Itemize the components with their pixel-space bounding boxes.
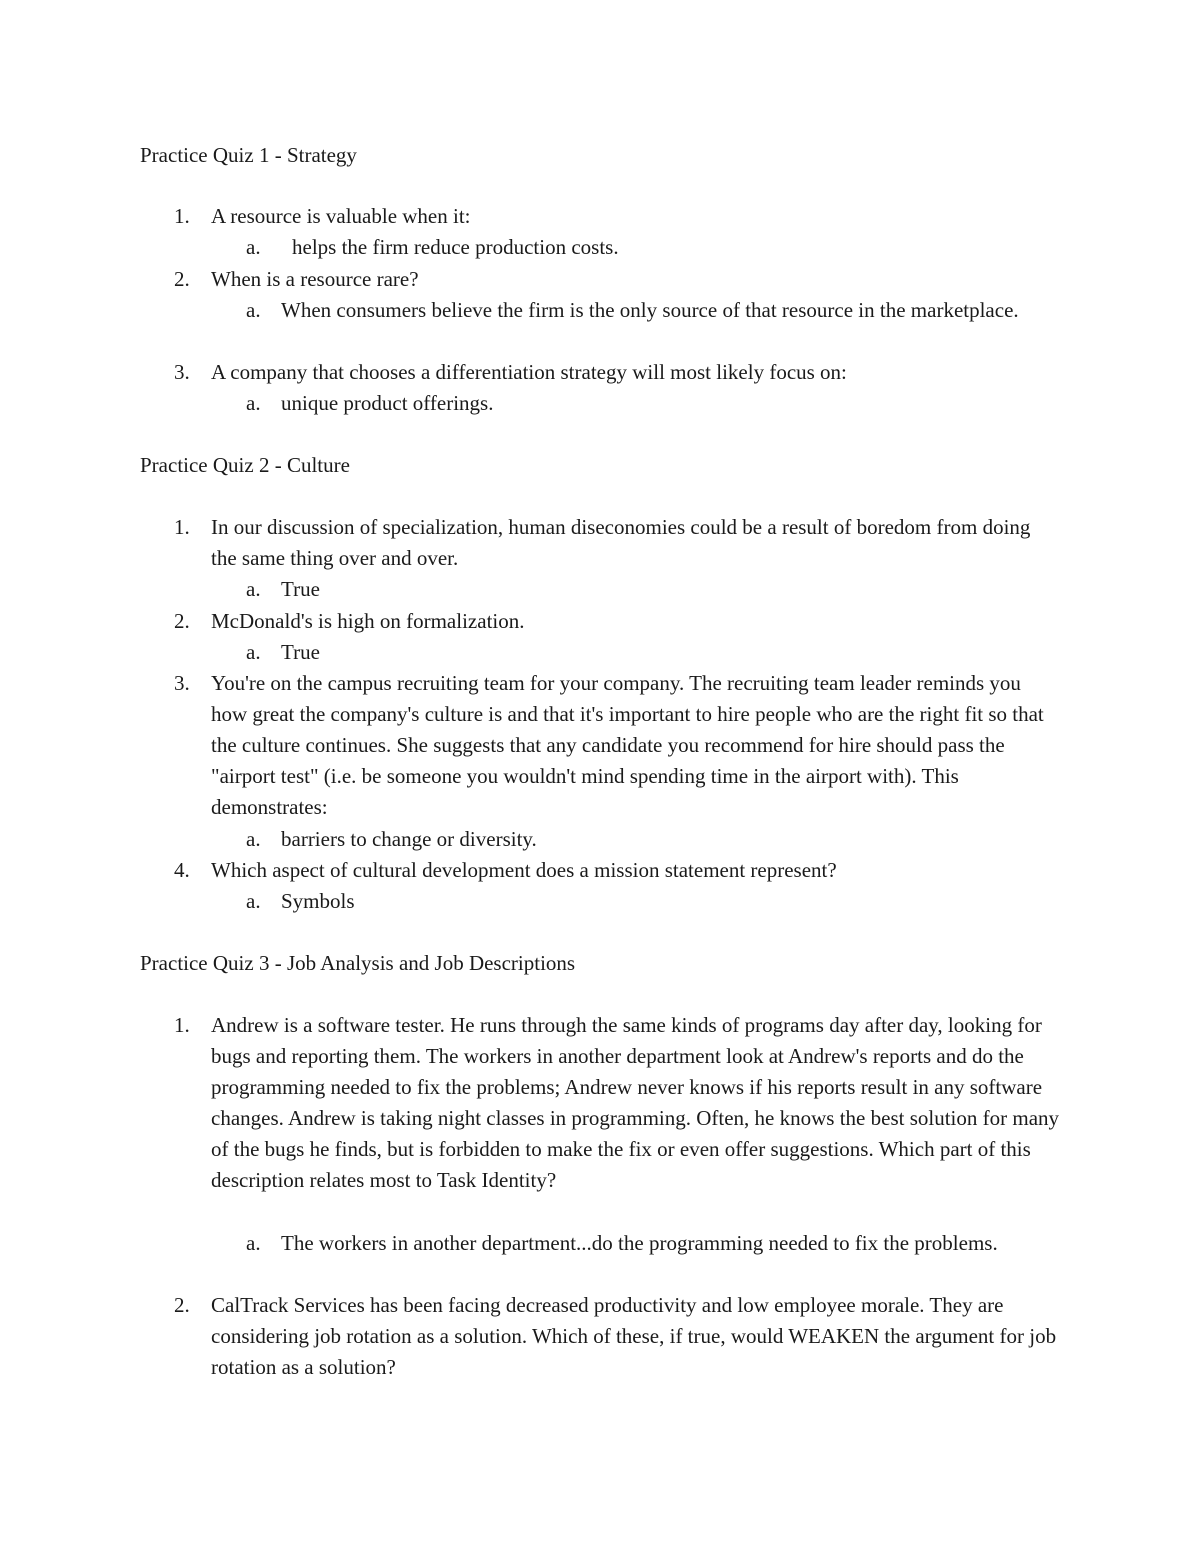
quiz-2-title: Practice Quiz 2 - Culture [140,453,350,477]
quiz-2-question-1 [174,512,1074,574]
question-text: McDonald's is high on formalization. [211,609,525,633]
answer-letter: a. [246,577,261,601]
question-number: 3. [174,671,190,695]
question-number: 2. [174,267,190,291]
answer-text: helps the firm reduce production costs. [292,235,619,259]
answer-text: unique product offerings. [281,391,494,415]
answer-text: The workers in another department...do the programming needed to fix the problems. [281,1231,998,1255]
answer-text: When consumers believe the firm is the only source of that resource in the marketplace. [281,298,1019,322]
quiz-2-answer-3 [246,824,1066,855]
quiz-1-question-1 [174,201,1074,232]
question-number: 2. [174,609,190,633]
answer-text: True [281,577,320,601]
question-text: Andrew is a software tester. He runs through the same kinds of programs day after day, looking for bugs and reporting them. The workers in another department look at Andrew's reports and do the programming needed to fix the problems; Andrew never knows if his reports result in any software changes. Andrew is taking night classes in programming. Often, he knows the best solution for many of the bugs he finds, but is forbidden to make the fix or even offer suggestions. Which part of this description relates most to Task Identity? [211,1013,1060,1192]
quiz-3-question-2 [174,1290,1074,1383]
quiz-3-answer-1 [246,1228,1066,1259]
answer-letter: a. [246,298,261,322]
answer-text: Symbols [281,889,355,913]
quiz-1-title: Practice Quiz 1 - Strategy [140,143,357,167]
answer-letter: a. [246,640,261,664]
answer-letter: a. [246,827,261,851]
quiz-2-answer-4 [246,886,1066,917]
quiz-2-question-3 [174,668,1074,823]
question-number: 3. [174,360,190,384]
quiz-2-answer-1 [246,574,1066,605]
answer-letter: a. [246,1231,261,1255]
question-number: 1. [174,1013,190,1037]
quiz-1-answer-1 [246,232,1066,263]
quiz-2-question-2 [174,606,1074,637]
question-number: 2. [174,1293,190,1317]
question-text: You're on the campus recruiting team for your company. The recruiting team leader reminds you how great the company's culture is and that it's important to hire people who are the right fit so that the culture continues. She suggests that any candidate you recommend for hire should pass the "airport test" (i.e. be someone you wouldn't mind spending time in the airport with). This demonstrates: [211,671,1044,819]
answer-letter: a. [246,889,261,913]
question-number: 4. [174,858,190,882]
question-number: 1. [174,204,190,228]
answer-letter: a. [246,235,261,259]
quiz-1-question-3 [174,357,1074,388]
question-text: A resource is valuable when it: [211,204,471,228]
quiz-1-answer-2 [246,295,1066,326]
quiz-1-question-2 [174,264,1074,295]
quiz-1-answer-3 [246,388,1066,419]
question-text: When is a resource rare? [211,267,419,291]
quiz-2-answer-2 [246,637,1066,668]
answer-letter: a. [246,391,261,415]
quiz-3-title: Practice Quiz 3 - Job Analysis and Job Descriptions [140,951,576,975]
question-text: A company that chooses a differentiation strategy will most likely focus on: [211,360,847,384]
question-text: Which aspect of cultural development does a mission statement represent? [211,858,837,882]
answer-text: True [281,640,320,664]
question-number: 1. [174,515,190,539]
answer-text: barriers to change or diversity. [281,827,537,851]
quiz-3-question-1 [174,1010,1074,1196]
quiz-2-question-4 [174,855,1074,886]
question-text: In our discussion of specialization, human diseconomies could be a result of boredom from doing the same thing over and over. [211,515,1031,570]
question-text: CalTrack Services has been facing decreased productivity and low employee morale. They are considering job rotation as a solution. Which of these, if true, would WEAKEN the argument for job rotation as a solution? [211,1293,1057,1379]
